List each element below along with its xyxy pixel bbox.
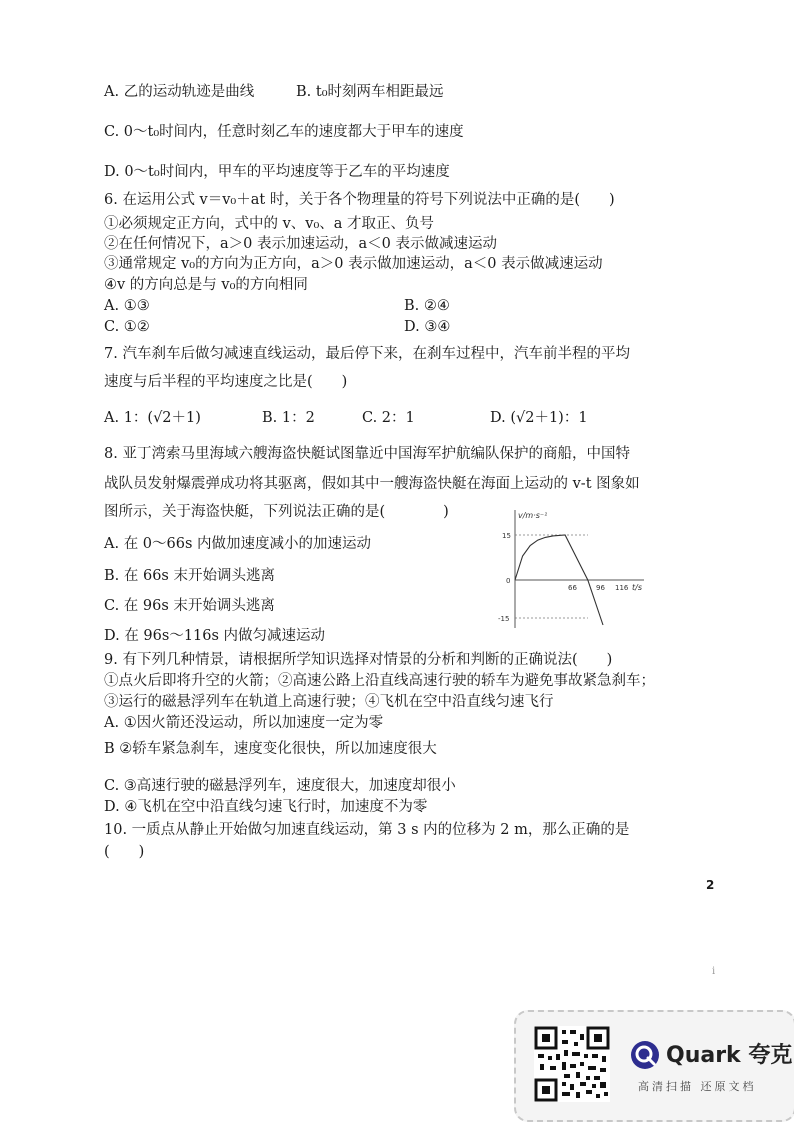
scan-mark: i bbox=[712, 966, 716, 977]
q7-stem-line-2: 速度与后半程的平均速度之比是( ) bbox=[104, 374, 348, 390]
q5-option-a: A. 乙的运动轨迹是曲线 bbox=[104, 84, 255, 100]
q5-option-c: C. 0～t₀时间内，任意时刻乙车的速度都大于甲车的速度 bbox=[104, 124, 464, 140]
q6-statement-3: ③通常规定 v₀的方向为正方向，a＞0 表示做加速运动，a＜0 表示做减速运动 bbox=[104, 256, 603, 272]
q9-option-d: D. ④飞机在空中沿直线匀速飞行时，加速度不为零 bbox=[104, 799, 428, 815]
page-number: 2 bbox=[706, 878, 715, 892]
x-tick-label: 96 bbox=[596, 584, 605, 592]
q6-option-c: C. ①② bbox=[104, 319, 150, 335]
q8-option-a: A. 在 0～66s 内做加速度减小的加速运动 bbox=[104, 536, 372, 552]
quark-tagline: 高清扫描 还原文档 bbox=[638, 1080, 757, 1093]
q10-stem: 10. 一质点从静止开始做匀加速直线运动，第 3 s 内的位移为 2 m，那么正确的是 bbox=[104, 822, 630, 838]
q8-option-c: C. 在 96s 末开始调头逃离 bbox=[104, 598, 275, 614]
quark-brand-name: Quark 夸克 bbox=[666, 1043, 793, 1068]
y-tick-label: 15 bbox=[502, 532, 511, 540]
q7-stem-line-1: 7. 汽车刹车后做匀减速直线运动，最后停下来，在刹车过程中，汽车前半程的平均 bbox=[104, 346, 630, 362]
quark-watermark bbox=[514, 1010, 794, 1122]
q6-statement-2: ②在任何情况下，a＞0 表示加速运动，a＜0 表示做减速运动 bbox=[104, 236, 497, 252]
v-t-graph bbox=[498, 506, 648, 630]
q9-stem: 9. 有下列几种情景，请根据所学知识选择对情景的分析和判断的正确说法( ) bbox=[104, 652, 613, 668]
y-axis-label: v/m·s⁻¹ bbox=[518, 511, 548, 520]
q7-option-d: D. (√2＋1)：1 bbox=[490, 410, 588, 426]
q5-option-d: D. 0～t₀时间内，甲车的平均速度等于乙车的平均速度 bbox=[104, 164, 450, 180]
q6-option-b: B. ②④ bbox=[404, 298, 450, 314]
q6-stem: 6. 在运用公式 v＝v₀＋at 时，关于各个物理量的符号下列说法中正确的是( ) bbox=[104, 192, 615, 208]
q6-option-a: A. ①③ bbox=[104, 298, 150, 314]
x-tick-label: 116 bbox=[615, 584, 629, 592]
q8-stem-line-2: 战队员发射爆震弹成功将其驱离，假如其中一艘海盗快艇在海面上运动的 v-t 图象如 bbox=[104, 476, 640, 492]
q7-option-b: B. 1：2 bbox=[262, 410, 315, 426]
q7-option-c: C. 2：1 bbox=[362, 410, 415, 426]
q9-situation-line-2: ③运行的磁悬浮列车在轨道上高速行驶；④飞机在空中沿直线匀速飞行 bbox=[104, 694, 554, 710]
q9-option-a: A. ①因火箭还没运动，所以加速度一定为零 bbox=[104, 715, 384, 731]
x-tick-label: 66 bbox=[568, 584, 577, 592]
q6-statement-1: ①必须规定正方向，式中的 v、v₀、a 才取正、负号 bbox=[104, 216, 435, 232]
q9-situation-line-1: ①点火后即将升空的火箭；②高速公路上沿直线高速行驶的轿车为避免事故紧急刹车； bbox=[104, 673, 655, 689]
qr-code-icon bbox=[534, 1026, 610, 1102]
y-tick-label: -15 bbox=[498, 615, 510, 623]
q6-option-d: D. ③④ bbox=[404, 319, 451, 335]
q9-option-b: B ②轿车紧急刹车，速度变化很快，所以加速度很大 bbox=[104, 741, 437, 757]
q5-option-b: B. t₀时刻两车相距最远 bbox=[296, 84, 444, 100]
quark-logo-icon bbox=[630, 1040, 660, 1070]
q6-statement-4: ④v 的方向总是与 v₀的方向相同 bbox=[104, 277, 308, 293]
q8-option-b: B. 在 66s 末开始调头逃离 bbox=[104, 568, 275, 584]
q7-option-a: A. 1：(√2＋1) bbox=[104, 410, 201, 426]
q8-stem-line-3: 图所示，关于海盗快艇，下列说法正确的是( ) bbox=[104, 504, 449, 520]
q9-option-c: C. ③高速行驶的磁悬浮列车，速度很大，加速度却很小 bbox=[104, 778, 456, 794]
q8-stem-line-1: 8. 亚丁湾索马里海域六艘海盗快艇试图靠近中国海军护航编队保护的商船，中国特 bbox=[104, 446, 630, 462]
x-axis-label: t/s bbox=[632, 583, 642, 592]
q8-option-d: D. 在 96s～116s 内做匀减速运动 bbox=[104, 628, 326, 644]
y-tick-label: 0 bbox=[506, 577, 511, 585]
q10-answer-paren: ( ) bbox=[104, 844, 145, 860]
